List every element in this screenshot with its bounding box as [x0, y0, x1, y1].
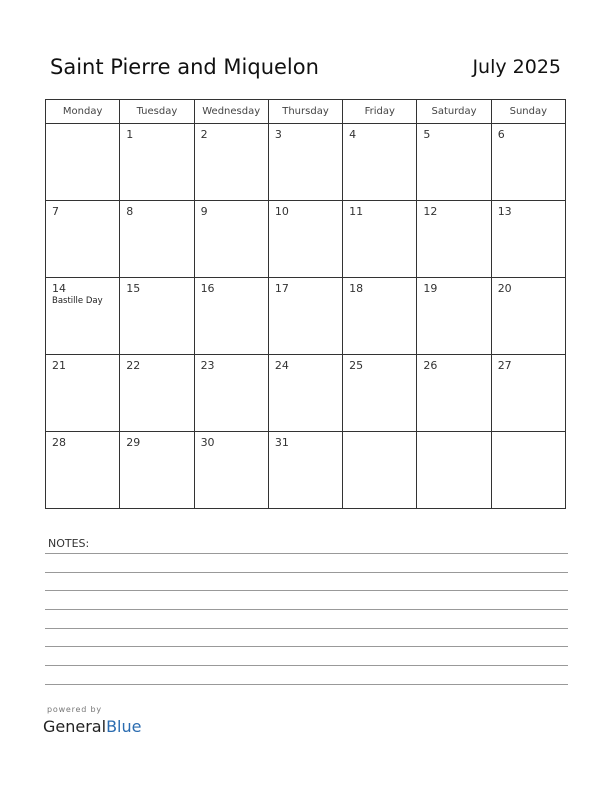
day-number: 3: [274, 128, 282, 141]
day-number: 1: [126, 128, 134, 141]
day-cell[interactable]: [46, 432, 120, 509]
day-number: 4: [349, 128, 357, 141]
day-number: 7: [52, 205, 59, 218]
weekday-header: Friday: [343, 100, 417, 124]
brand-blue: Blue: [106, 717, 142, 736]
day-cell[interactable]: [343, 278, 417, 355]
day-cell[interactable]: [46, 201, 120, 278]
weekday-header: Thursday: [268, 100, 342, 124]
calendar-title: Saint Pierre and Miquelon: [50, 55, 319, 79]
day-number: 31: [274, 436, 289, 449]
day-cell[interactable]: [417, 432, 491, 509]
brand-general: General: [43, 717, 107, 736]
day-cell[interactable]: [343, 201, 417, 278]
day-number: 11: [349, 205, 364, 218]
week-row: [46, 124, 566, 201]
day-cell[interactable]: [194, 201, 268, 278]
day-number: 12: [423, 205, 438, 218]
day-cell[interactable]: [268, 124, 342, 201]
weekday-header-row: [46, 100, 566, 124]
day-cell[interactable]: [417, 124, 491, 201]
day-cell[interactable]: [343, 432, 417, 509]
day-number: 2: [200, 128, 208, 141]
weekday-header: Saturday: [417, 100, 491, 124]
week-row: [46, 432, 566, 509]
note-line: [45, 684, 568, 685]
weekday-header: Wednesday: [194, 100, 268, 124]
day-number: 30: [200, 436, 215, 449]
day-number: 15: [126, 282, 141, 295]
day-cell[interactable]: [194, 432, 268, 509]
day-cell[interactable]: [491, 355, 565, 432]
day-cell[interactable]: [268, 355, 342, 432]
day-cell[interactable]: [120, 201, 194, 278]
day-cell[interactable]: [268, 201, 342, 278]
day-cell[interactable]: [268, 432, 342, 509]
day-cell[interactable]: [491, 124, 565, 201]
day-cell[interactable]: [343, 355, 417, 432]
day-number: 25: [349, 359, 364, 372]
day-cell[interactable]: [120, 432, 194, 509]
day-number: 19: [423, 282, 438, 295]
calendar-grid: [45, 99, 566, 509]
day-cell[interactable]: [194, 355, 268, 432]
day-number: 21: [52, 359, 66, 372]
day-cell[interactable]: [417, 201, 491, 278]
generalblue-logo[interactable]: [43, 717, 141, 736]
week-row: [46, 201, 566, 278]
note-line: [45, 553, 568, 554]
day-number: [343, 432, 416, 436]
note-line: [45, 628, 568, 629]
notes-label: NOTES:: [48, 537, 90, 550]
note-line: [45, 665, 568, 666]
day-cell[interactable]: [491, 201, 565, 278]
day-number: [417, 432, 490, 436]
holiday-label: Bastille Day: [52, 296, 103, 306]
day-cell[interactable]: [491, 432, 565, 509]
day-cell[interactable]: [46, 278, 120, 355]
day-number: 17: [274, 282, 289, 295]
day-number: 5: [423, 128, 431, 141]
day-number: 16: [200, 282, 215, 295]
weekday-header: Tuesday: [120, 100, 194, 124]
powered-by-text: powered by: [47, 705, 102, 714]
day-number: 18: [349, 282, 364, 295]
day-number: 26: [423, 359, 438, 372]
day-number: 14: [52, 282, 66, 295]
day-cell[interactable]: [417, 278, 491, 355]
note-line: [45, 646, 568, 647]
day-cell[interactable]: [343, 124, 417, 201]
day-number: 20: [497, 282, 512, 295]
weekday-header: Monday: [46, 100, 120, 124]
calendar-body: [46, 124, 566, 509]
day-cell[interactable]: [417, 355, 491, 432]
day-cell[interactable]: [46, 355, 120, 432]
day-number: 28: [52, 436, 66, 449]
day-number: 6: [497, 128, 505, 141]
week-row: [46, 355, 566, 432]
day-cell[interactable]: [194, 124, 268, 201]
day-cell[interactable]: [268, 278, 342, 355]
week-row: [46, 278, 566, 355]
day-number: 10: [274, 205, 289, 218]
day-cell[interactable]: [194, 278, 268, 355]
day-number: 9: [200, 205, 208, 218]
day-number: 8: [126, 205, 134, 218]
day-number: [492, 432, 565, 436]
note-line: [45, 590, 568, 591]
day-number: 23: [200, 359, 215, 372]
note-line: [45, 609, 568, 610]
day-cell[interactable]: [491, 278, 565, 355]
day-number: 24: [274, 359, 289, 372]
day-cell[interactable]: [46, 124, 120, 201]
day-number: 22: [126, 359, 141, 372]
note-line: [45, 572, 568, 573]
day-cell[interactable]: [120, 124, 194, 201]
day-number: 27: [497, 359, 512, 372]
day-cell[interactable]: [120, 355, 194, 432]
day-number: 29: [126, 436, 141, 449]
day-number: [46, 124, 119, 128]
calendar-month: July 2025: [472, 56, 561, 78]
weekday-header: Sunday: [491, 100, 565, 124]
day-cell[interactable]: [120, 278, 194, 355]
day-number: 13: [497, 205, 512, 218]
